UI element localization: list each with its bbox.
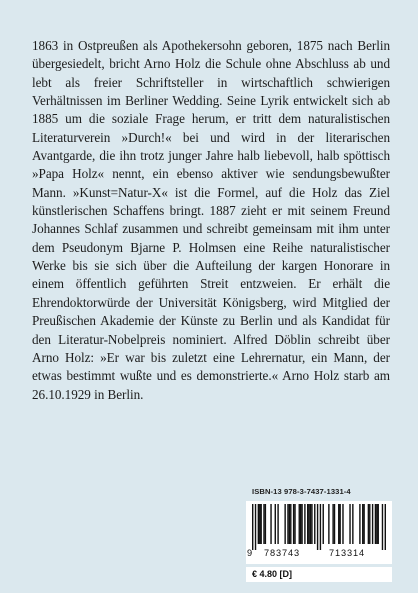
price-label: € 4.80 [D] [246,567,392,582]
barcode-bar [372,504,373,544]
barcode-bar [385,504,386,550]
barcode-bar [376,504,377,544]
barcode-bar [289,504,290,544]
barcode-bar [260,504,261,544]
barcode-bar [301,504,302,544]
barcode-bars [252,504,386,550]
barcode-bar [352,504,353,544]
barcode-bar [328,504,329,544]
barcode-bar [259,504,260,544]
barcode-digits [246,548,392,562]
barcode-bar [252,504,253,550]
barcode-bar [311,504,312,544]
isbn-panel [246,487,392,583]
barcode-bar [299,504,300,544]
isbn-label: ISBN-13 978-3-7437-1331-4 [252,487,351,496]
author-biography: 1863 in Ostpreußen als Apothekersohn geboren, 1875 nach Berlin übergesiedelt, bricht Arno Holz die Schule ohne Abschluss ab und lebt als freier Schriftsteller in wirtschaftlich schwierigen Verhältnissen im Berliner Wedding. Seine Lyrik entwickelt sich ab 1885 um die soziale Frage herum, er tritt dem naturalistischen Literaturverein »Durch!« bei und wird in der literarischen Avantgarde, die ihn trotz junger Jahre halb liebevoll, halb spöttisch »Papa Holz« nennt, ein ebenso aktiver wie sendungsbewußter Mann. »Kunst=Natur-X« ist die Formel, auf die Holz das Ziel künstlerischen Schaffens bringt. 1887 zieht er mit seinem Freund Johannes Schlaf zusammen und schreibt gemeinsam mit ihm unter dem Pseudonym Bjarne P. Holmsen eine Reihe naturalistischer Werke bis sie sich über die Aufteilung der kargen Honorare in einem öffentlich geführten Streit entzweien. Er erhält die Ehrendoktorwürde der Universität Königsberg, wird Mitglied der Preußischen Akademie der Künste zu Berlin und als Kandidat für den Literatur-Nobelpreis nominiert. Alfred Döblin schreibt über Arno Holz: »Er war bis zuletzt eine Lehrernatur, ein Mann, der etwas bestimmt wußte und es demonstrierte.« Arno Holz starb am 26.10.1929 in Berlin. [32,38,390,402]
barcode-bar [378,504,379,544]
barcode-bar [258,504,259,544]
barcode-bar [284,504,285,544]
barcode-bar [293,504,294,544]
barcode-bar [338,504,339,544]
barcode-bar [339,504,340,544]
barcode-digits-right: 713314 [329,548,366,558]
barcode-bar [255,504,256,550]
barcode-bar [382,504,383,550]
barcode-bar [307,504,308,544]
barcode-bar [265,504,266,544]
barcode-bar [320,504,321,550]
barcode-bar [332,504,333,544]
barcode-bar [363,504,364,544]
barcode-digits-left: 783743 [264,548,301,558]
barcode-bar [275,504,276,544]
barcode-bar [310,504,311,544]
barcode-bar [368,504,369,544]
barcode-bar [287,504,288,544]
barcode-bar [375,504,376,544]
barcode-bar [294,504,295,544]
barcode [246,501,392,564]
barcode-bar [304,504,305,544]
barcode-bar [263,504,264,544]
barcode-bar [314,504,315,544]
barcode-bar [334,504,335,544]
barcode-bar [323,504,324,544]
barcode-bar [270,504,271,544]
barcode-bar [359,504,360,544]
barcode-bar [342,504,343,544]
barcode-bar [349,504,350,544]
barcode-bar [362,504,363,544]
barcode-bar [317,504,318,550]
barcode-digit-first: 9 [247,548,253,558]
barcode-bar [277,504,278,544]
barcode-bar [308,504,309,544]
barcode-bar [300,504,301,544]
barcode-bar [369,504,370,544]
barcode-bar [290,504,291,544]
